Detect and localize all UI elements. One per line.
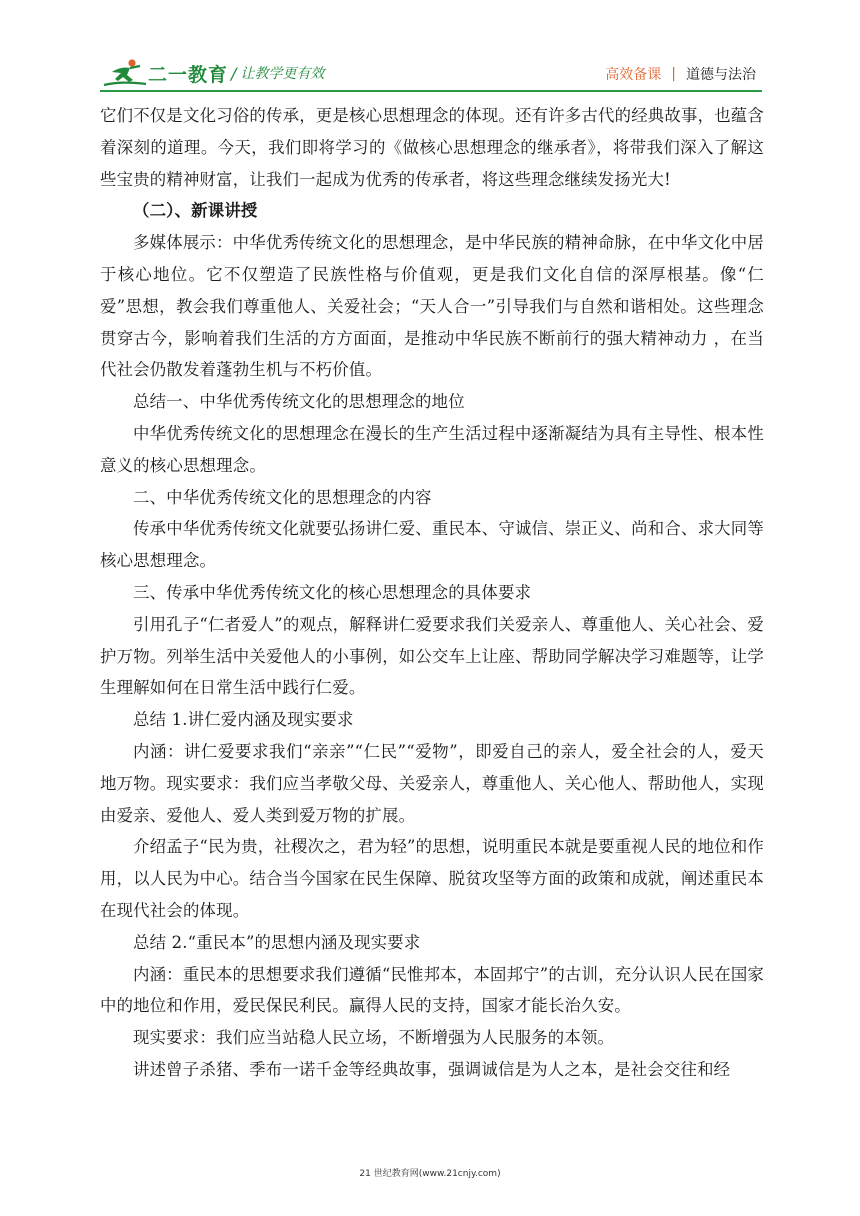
paragraph: 它们不仅是文化习俗的传承，更是核心思想理念的体现。还有许多古代的经典故事，也蕴含着深刻的道理。今天，我们即将学习的《做核心思想理念的继承者》，将带我们深入了解这些宝贵的精神财富，让我们一起成为优秀的传承者，将这些理念继续发扬光大! (100, 106, 764, 189)
logo-slogan: 让教学更有效 (240, 66, 325, 82)
document-body (100, 100, 764, 1086)
section-subheading: 二、中华优秀传统文化的思想理念的内容 (133, 487, 432, 507)
logo (102, 58, 324, 88)
header-divider-line (100, 90, 762, 92)
header-course-info (605, 64, 756, 84)
paragraph: 内涵：讲仁爱要求我们“亲亲”“仁民”“爱物”，即爱自己的亲人，爱全社会的人，爱天地万物。现实要求：我们应当孝敬父母、关爱亲人，尊重他人、关心他人、帮助他人，实现由爱亲、爱他人、爱人类到爱万物的扩展。 (100, 741, 764, 825)
paragraph: 引用孔子“仁者爱人”的观点，解释讲仁爱要求我们关爱亲人、尊重他人、关心社会、爱护万物。列举生活中关爱他人的小事例，如公交车上让座、帮助同学解决学习难题等，让学生理解如何在日常生活中践行仁爱。 (100, 614, 765, 698)
summary-heading: 总结 1.讲仁爱内涵及现实要求 (133, 710, 354, 730)
summary-heading: 总结 2.“重民本”的思想内涵及现实要求 (133, 932, 421, 952)
section-subheading: 三、传承中华优秀传统文化的核心思想理念的具体要求 (133, 582, 532, 602)
course-label: 高效备课 (605, 67, 662, 83)
header-separator: | (671, 66, 676, 82)
paragraph: 多媒体展示：中华优秀传统文化的思想理念，是中华民族的精神命脉，在中华文化中居于核心地位。它不仅塑造了民族性格与价值观，更是我们文化自信的深厚根基。像“仁爱”思想，教会我们尊重他人、关爱社会；“天人合一”引导我们与自然和谐相处。这些理念贯穿古今，影响着我们生活的方方面面，是推动中华民族不断前行的强大精神动力 ，在当代社会仍散发着蓬勃生机与不朽价值。 (100, 233, 764, 380)
logo-divider: / (231, 63, 237, 83)
summary-heading: 总结一、中华优秀传统文化的思想理念的地位 (133, 392, 465, 412)
page-footer: 21 世纪教育网(www.21cnjy.com) (359, 1169, 501, 1179)
logo-name: 二一教育 (148, 63, 229, 86)
paragraph: 内涵：重民本的思想要求我们遵循“民惟邦本，本固邦宁”的古训，充分认识人民在国家中的地位和作用，爱民保民利民。赢得人民的支持，国家才能长治久安。 (100, 964, 765, 1016)
paragraph: 介绍孟子“民为贵，社稷次之，君为轻”的思想，说明重民本就是要重视人民的地位和作用，以人民为中心。结合当今国家在民生保障、脱贫攻坚等方面的政策和成就，阐述重民本在现代社会的体现。 (100, 837, 765, 920)
paragraph: 现实要求：我们应当站稳人民立场，不断增强为人民服务的本领。 (133, 1028, 615, 1048)
page-header (100, 56, 760, 90)
paragraph: 讲述曾子杀猪、季布一诺千金等经典故事，强调诚信是为人之本，是社会交往和经 (133, 1059, 731, 1079)
paragraph: 传承中华优秀传统文化就要弘扬讲仁爱、重民本、守诚信、崇正义、尚和合、求大同等核心思想理念。 (100, 519, 764, 571)
subject-label: 道德与法治 (686, 67, 756, 83)
section-heading: （二）、新课讲授 (133, 201, 258, 221)
runner-logo-icon (102, 58, 148, 88)
paragraph: 中华优秀传统文化的思想理念在漫长的生产生活过程中逐渐凝结为具有主导性、根本性意义的核心思想理念。 (100, 423, 764, 475)
